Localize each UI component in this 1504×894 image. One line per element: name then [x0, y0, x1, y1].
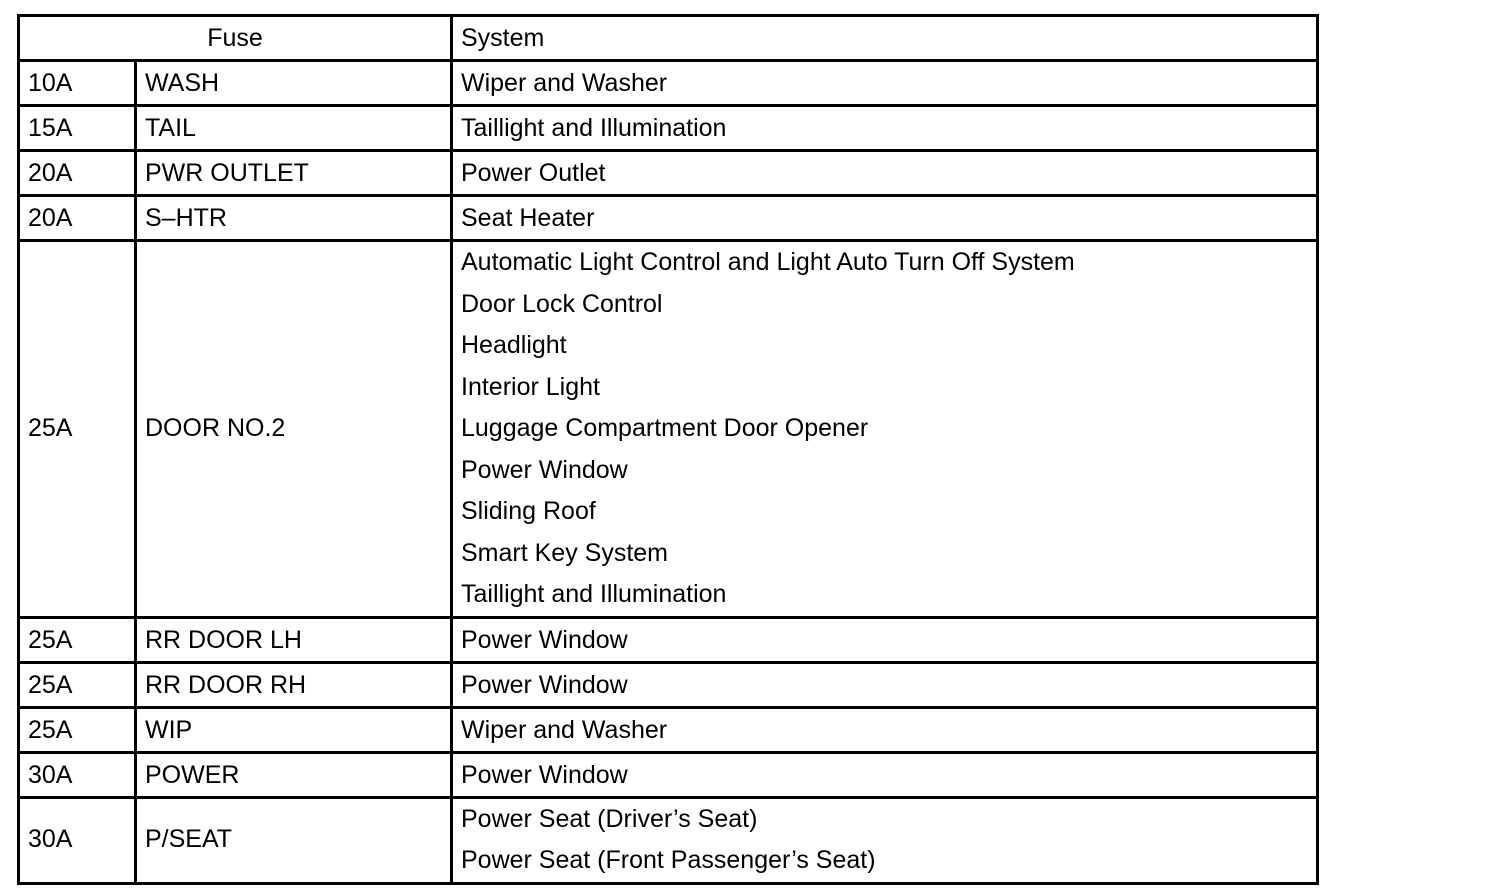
system-cell — [452, 241, 1318, 618]
fuse-amperage: 20A — [19, 196, 136, 241]
fuse-amperage: 30A — [19, 752, 136, 797]
table-row — [19, 797, 1318, 883]
system-item: Smart Key System — [461, 538, 668, 567]
fuse-amperage: 25A — [19, 241, 136, 618]
fuse-name: RR DOOR LH — [136, 617, 452, 662]
fuse-name: S–HTR — [136, 196, 452, 241]
fuse-amperage: 25A — [19, 617, 136, 662]
table-row — [19, 196, 1318, 241]
system-item: Power Window — [461, 455, 628, 484]
fuse-amperage: 10A — [19, 61, 136, 106]
table-row — [19, 662, 1318, 707]
fuse-amperage: 20A — [19, 151, 136, 196]
system-cell: Wiper and Washer — [452, 61, 1318, 106]
system-cell: Power Window — [452, 662, 1318, 707]
system-item: Sliding Roof — [461, 497, 596, 525]
table-row — [19, 617, 1318, 662]
system-cell: Taillight and Illumination — [452, 106, 1318, 151]
fuse-header: Fuse — [19, 16, 452, 61]
system-cell: Seat Heater — [452, 196, 1318, 241]
system-cell — [452, 797, 1318, 883]
system-item: Taillight and Illumination — [461, 580, 727, 608]
table-row — [19, 752, 1318, 797]
table-row — [19, 106, 1318, 151]
system-cell: Power Window — [452, 617, 1318, 662]
fuse-name: WIP — [136, 707, 452, 752]
fuse-name: TAIL — [136, 106, 452, 151]
system-item: Headlight — [461, 331, 567, 359]
system-item: Power Seat (Driver’s Seat) — [461, 804, 758, 833]
fuse-name: WASH — [136, 61, 452, 106]
fuse-name: PWR OUTLET — [136, 151, 452, 196]
system-cell: Wiper and Washer — [452, 707, 1318, 752]
fuse-amperage: 25A — [19, 662, 136, 707]
table-row — [19, 151, 1318, 196]
fuse-name: RR DOOR RH — [136, 662, 452, 707]
fuse-table-body — [19, 61, 1318, 884]
fuse-name: POWER — [136, 752, 452, 797]
table-row — [19, 241, 1318, 618]
system-cell: Power Window — [452, 752, 1318, 797]
fuse-table — [17, 14, 1319, 885]
system-item: Interior Light — [461, 372, 600, 401]
system-cell: Power Outlet — [452, 151, 1318, 196]
header-row — [19, 16, 1318, 61]
fuse-name: DOOR NO.2 — [136, 241, 452, 618]
fuse-name: P/SEAT — [136, 797, 452, 883]
fuse-amperage: 15A — [19, 106, 136, 151]
table-row — [19, 707, 1318, 752]
fuse-amperage: 25A — [19, 707, 136, 752]
system-item: Door Lock Control — [461, 289, 663, 318]
table-row — [19, 61, 1318, 106]
system-item: Luggage Compartment Door Opener — [461, 414, 869, 442]
system-header: System — [452, 16, 1318, 61]
system-item: Automatic Light Control and Light Auto Turn Off System — [461, 248, 1075, 276]
fuse-amperage: 30A — [19, 797, 136, 883]
system-item: Power Seat (Front Passenger’s Seat) — [461, 846, 876, 874]
